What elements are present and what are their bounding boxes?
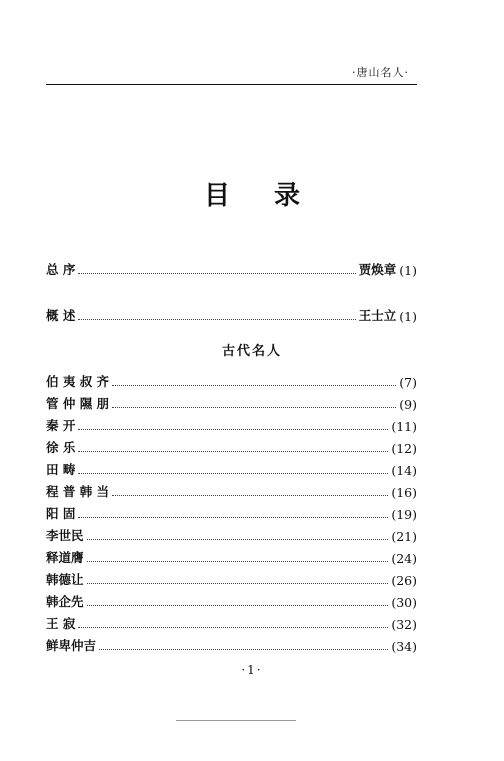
toc-dot-leader	[87, 583, 389, 584]
toc-dot-leader	[78, 273, 355, 274]
toc-item	[46, 392, 417, 412]
toc-item-page: (14)	[391, 463, 417, 478]
toc-item	[46, 612, 417, 632]
toc-item	[46, 370, 417, 390]
page-header-series-title: ·唐山名人·	[352, 66, 409, 79]
toc-item	[46, 436, 417, 456]
toc-entry-general-preface	[46, 258, 417, 278]
toc-item	[46, 634, 417, 654]
toc-entry-overview	[46, 304, 417, 324]
toc-item-page: (12)	[391, 441, 417, 456]
toc-item-title: 李世民	[46, 528, 84, 543]
toc-item-page: (24)	[391, 551, 417, 566]
toc-dot-leader	[87, 605, 389, 606]
toc-item-title: 程 普 韩 当	[46, 484, 110, 499]
toc-dot-leader	[112, 495, 388, 496]
page-title: 目录	[203, 181, 344, 211]
toc-entry-author: 贾焕章	[358, 262, 397, 277]
toc-item-title: 王 寂	[46, 616, 76, 631]
toc-item-page: (7)	[399, 375, 417, 390]
toc-dot-leader	[78, 473, 388, 474]
toc-item-title: 徐 乐	[46, 440, 76, 455]
toc-dot-leader	[78, 429, 388, 430]
toc-item-page: (21)	[391, 529, 417, 544]
toc-item-title: 秦 开	[46, 418, 76, 433]
toc-item	[46, 414, 417, 434]
toc-item-page: (16)	[391, 485, 417, 500]
toc-item-page: (34)	[391, 639, 417, 654]
toc-item	[46, 480, 417, 500]
toc-item	[46, 502, 417, 522]
toc-item-page: (11)	[391, 419, 417, 434]
page-number: ·1·	[241, 663, 263, 677]
toc-item-title: 韩德让	[46, 572, 84, 587]
toc-dot-leader	[99, 649, 388, 650]
toc-item	[46, 590, 417, 610]
toc-dot-leader	[112, 385, 396, 386]
toc-item-title: 韩企先	[46, 594, 84, 609]
toc-item-page: (30)	[391, 595, 417, 610]
toc-item-page: (19)	[391, 507, 417, 522]
toc-entry-page: (1)	[399, 263, 417, 278]
toc-dot-leader	[78, 517, 388, 518]
section-heading: 古代名人	[221, 344, 282, 359]
toc-item-page: (9)	[399, 397, 417, 412]
toc-dot-leader	[87, 539, 389, 540]
scan-smudge	[176, 720, 296, 721]
toc-item-title: 释道膺	[46, 550, 84, 565]
toc-entry-page: (1)	[399, 309, 417, 324]
toc-dot-leader	[78, 627, 388, 628]
toc-entry-title: 概 述	[46, 308, 76, 323]
toc-item-title: 伯 夷 叔 齐	[46, 374, 110, 389]
toc-dot-leader	[78, 451, 388, 452]
toc-dot-leader	[87, 561, 389, 562]
toc-item-title: 阳 固	[46, 506, 76, 521]
toc-item-title: 田 畴	[46, 462, 76, 477]
toc-dot-leader	[78, 319, 355, 320]
toc-item-page: (26)	[391, 573, 417, 588]
toc-item	[46, 568, 417, 588]
toc-item-title: 管 仲 隰 朋	[46, 396, 110, 411]
toc-entry-author: 王士立	[358, 308, 397, 323]
toc-dot-leader	[112, 407, 396, 408]
toc-item-title: 鲜卑仲吉	[46, 638, 97, 653]
toc-item-page: (32)	[391, 617, 417, 632]
header-rule	[46, 84, 417, 85]
toc-item	[46, 458, 417, 478]
toc-entry-title: 总 序	[46, 262, 76, 277]
toc-item	[46, 524, 417, 544]
toc-item	[46, 546, 417, 566]
